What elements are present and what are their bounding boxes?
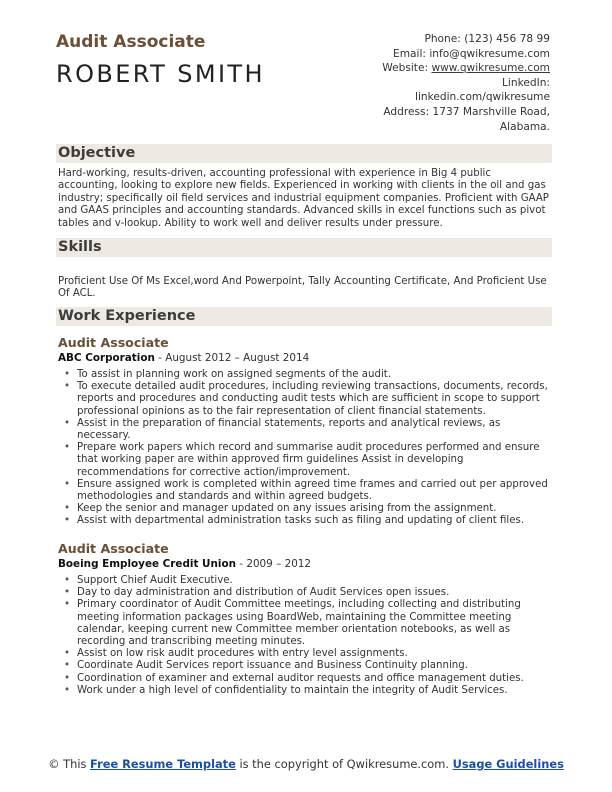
usage-guidelines-link[interactable]: Usage Guidelines	[452, 757, 564, 771]
website-label: Website:	[382, 62, 429, 75]
job-2-dates: - 2009 – 2012	[235, 558, 312, 570]
list-item: • Keep the senior and manager updated on any issues arising from the assignment.	[62, 503, 552, 515]
job-2-company: Boeing Employee Credit Union	[58, 558, 236, 570]
job-1-title: Audit Associate	[58, 335, 169, 350]
list-item: • Ensure assigned work is completed within agreed time frames and carried out per approved methodologies and standards and within agreed budgets.	[62, 479, 552, 503]
contact-block	[320, 32, 550, 134]
objective-heading-text: Objective	[58, 145, 136, 161]
skills-heading-text: Skills	[58, 239, 102, 255]
address-label: Address:	[383, 105, 430, 118]
job-2-title: Audit Associate	[58, 541, 169, 556]
footer-middle: is the copyright of Qwikresume.com.	[235, 757, 453, 771]
email-label: Email:	[393, 47, 426, 60]
job-1-company-line	[58, 352, 309, 364]
linkedin-value: linkedin.com/qwikresume	[415, 91, 550, 104]
list-item: • Day to day administration and distribution of Audit Services open issues.	[62, 587, 552, 599]
job-2-duties	[62, 575, 552, 697]
list-item: • Assist on low risk audit procedures with entry level assignments.	[62, 648, 552, 660]
website-link[interactable]: www.qwikresume.com	[431, 62, 550, 75]
free-resume-template-link[interactable]: Free Resume Template	[90, 757, 236, 771]
list-item: • Prepare work papers which record and summarise audit procedures performed and ensure that working paper are within approved firm guidelines Assist in developing recommendations for corrective action/improvement.	[62, 442, 552, 479]
website-line	[320, 61, 550, 76]
phone-value: (123) 456 78 99	[464, 33, 550, 45]
address-line1: 1737 Marshville Road,	[432, 105, 550, 118]
list-item: • Assist with departmental administration tasks such as filing and updating of client files.	[62, 515, 552, 527]
objective-text: Hard-working, results-driven, accounting professional with experience in Big 4 public accounting, looking to explore new fields. Experienced in working with clients in the oil and gas industry; specifically oil field services and industrial equipment companies. Proficient with GAAP and GAAS principles and accounting standards. Advanced skills in excel functions such as pivot tables and v-lookup. Ability to work well and deliver results under pressure.	[58, 168, 549, 229]
copyright-footer	[0, 757, 612, 772]
experience-heading-text: Work Experience	[58, 308, 196, 324]
job-1-dates: - August 2012 – August 2014	[154, 352, 310, 364]
list-item: • Assist in the preparation of financial statements, reports and analytical reviews, as necessary.	[62, 418, 552, 442]
resume-header	[56, 30, 556, 133]
candidate-name: ROBERT SMITH	[56, 60, 265, 88]
experience-section-heading	[56, 307, 552, 326]
list-item: • To assist in planning work on assigned segments of the audit.	[62, 369, 552, 381]
list-item: • Primary coordinator of Audit Committee meetings, including collecting and distributing meeting information packages using BoardWeb, maintaining the Committee meeting calendar, keeping current new Committee member orientation notebooks, as well as recording and transcribing meeting minutes.	[62, 599, 552, 648]
address-line2: Alabama.	[499, 120, 550, 133]
job-1-company: ABC Corporation	[58, 352, 155, 364]
list-item: • Work under a high level of confidentiality to maintain the integrity of Audit Services.	[62, 685, 552, 697]
objective-section-heading	[56, 144, 552, 163]
address-line	[320, 105, 550, 120]
skills-text: Proficient Use Of Ms Excel,word And Powerpoint, Tally Accounting Certificate, And Proficient Use Of ACL.	[58, 276, 547, 300]
list-item: • Coordinate Audit Services report issuance and Business Continuity planning.	[62, 660, 552, 672]
footer-prefix: © This	[48, 757, 91, 771]
job-1-duties	[62, 369, 552, 528]
phone-line	[320, 32, 550, 47]
list-item: • Support Chief Audit Executive.	[62, 575, 552, 587]
email-line	[320, 47, 550, 62]
phone-label: Phone:	[424, 33, 461, 45]
linkedin-label: LinkedIn:	[502, 76, 550, 89]
job-title: Audit Associate	[56, 32, 206, 52]
job-2-company-line	[58, 558, 311, 570]
email-value: info@qwikresume.com	[429, 47, 550, 60]
list-item: • To execute detailed audit procedures, including reviewing transactions, documents, records, reports and procedures and conducting audit tests which are sufficient in scope to support professional opinions as to the fair representation of client financial statements.	[62, 381, 552, 418]
list-item: • Coordination of examiner and external auditor requests and office management duties.	[62, 673, 552, 685]
skills-section-heading	[56, 238, 552, 257]
